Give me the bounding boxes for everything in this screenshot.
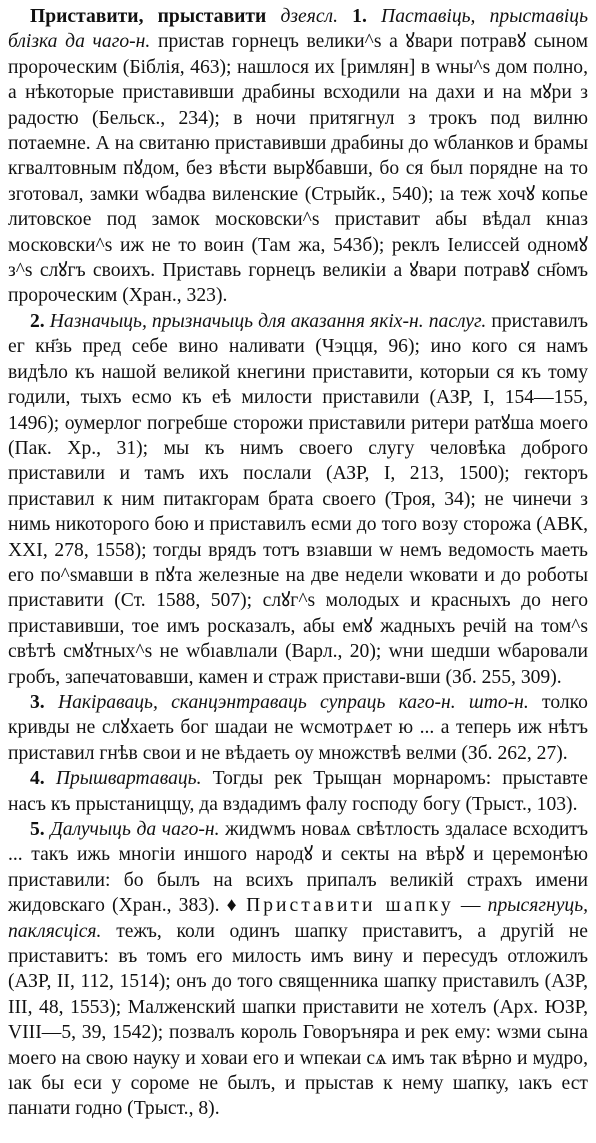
sense-4 <box>8 766 588 817</box>
grammar-label: дзеясл. <box>280 6 338 27</box>
sense-number: 2. <box>30 310 45 332</box>
sense-2 <box>8 309 588 690</box>
idiom-definition: прысягнуць, паклясціся. <box>8 895 589 942</box>
idiom-marker-icon: ♦ <box>226 895 239 917</box>
sense-number: 3. <box>30 691 45 713</box>
sense-definition: Накіраваць, сканцэнтраваць супраць каго-н. што-н. <box>57 691 529 713</box>
sense-citations: Тогды рек Трыщан морнаромъ: прыставте насъ къ прыстаницщу, да вздадимъ фалу господу богу (Трыст., 103). <box>8 768 588 815</box>
sense-number: 1. <box>352 6 367 27</box>
idiom-citations: тежъ, коли одинъ шапку приставитъ, а другій не приставитъ: въ томъ его милость имъ вину и пересудъ отложилъ (АЗР, II, 112, 1514); онъ до того священника шапку приставилъ (АЗР, III, 48, 1553); Малженский шапки приставити не хотелъ (Арх. ЮЗР, VIII—5, 39, 1542); позвалъ король Говоръняра и рек ему: wзми сына моего на свою науку и ховаи его и wпекаи сѧ имъ так вѣрно и мудро, ıак бы еси у сороме не былъ, и прыстав к нему шапку, ıакъ ест панıати годно (Трыст., 8). <box>8 920 588 1120</box>
sense-definition: Прышвартаваць. <box>55 768 202 790</box>
sense-citations: толко кривды не слꙋхаеть бог шадаи не wсмотрѧет ю ... а теперь иж нѣтъ приставил гнѣв свои и не вѣдаеть оу множствѣ велми (Зб. 262, 27). <box>8 691 588 764</box>
idiom-dash: — <box>460 895 481 917</box>
sense-number: 4. <box>30 768 45 790</box>
sense-citations: приставилъ ег кн҃зь пред себе вино наливати (Чэцця, 96); ино кого ся намъ видѣло къ нашой великой кнегини приставити, которыи ся къ тому годили, тыхъ есмо къ еѣ милости приставили (АЗР, I, 154—155, 1496); оумерлог погребше сторожи приставили ритери ратꙋша моего (Пак. Хр., 31); мы къ нимъ своего слугу человѣка доброго приставили и тамъ ихъ послали (АЗР, I, 213, 1500); гекторъ приставил к ним питакгорам брата своего (Троя, 34); не чинечи з нимь никоторого бою и приставилъ есми до того возу сторожа (АВК, XXI, 278, 1558); тогды врядъ тотъ взıавши w немъ ведомость маеть его по^sмавши в пꙋта железные на две недели wковати и до роботы приставити (Ст. 1588, 507); слꙋг^s молодых и красныхъ до него приставивши, тое имъ росказалъ, абы емꙋ жадныхъ речій на том^s свѣтѣ смꙋтных^s не wбıавлıали (Варл., 20); wни шедши wбаровали гробъ, запечатовавши, камен и страж пристави-вши (Зб. 255, 309). <box>8 310 588 688</box>
sense-definition: Далучыць да чаго-н. <box>50 819 220 840</box>
sense-5 <box>8 817 588 1122</box>
sense-definition: Назначыць, прызначыць для аказання якіх-н. паслуг. <box>49 310 487 332</box>
sense-citations: жидwмъ новаѧ свѣтлость здаласе всходитъ ... такъ ижь многіи иншого народꙋ и секты на вѣрꙋ и церемонѣю приставили: бо былъ на всихъ припалъ великій страхъ имени жидовскаго (Хран., 383). <box>8 819 588 917</box>
headword: Приставити, прыставити <box>30 6 267 27</box>
idiom-phrase: Приставити шапку <box>246 895 454 917</box>
dictionary-entry <box>8 4 588 1122</box>
sense-3 <box>8 690 588 766</box>
sense-number: 5. <box>30 819 45 840</box>
sense-definition: Паставіць, прыставіць блізка да чаго-н. <box>8 6 589 53</box>
sense-1 <box>8 4 588 309</box>
sense-citations: пристав горнецъ велики^s а ꙋвари потравꙋ сыном пророческим (Біблія, 463); нашлося их [римлян] в wны^s дом полно, а нѣкоторые приставивши драбины всходили на дахи и на мꙋри з радостю (Бельск., 234); в ночи притягнул з трокъ под вилню потаемне. А на свитаню приставивши драбины до wбланков и брамы кгвалтовным пꙋдом, без вѣсти вырꙋбавши, бо ся был порядне на то зготовал, замки wбадва виленские (Стрыйк., 540); ıа теж хочꙋ копье литовское под замок московски^s приставит абы вѣдал кнıаз московски^s иж не то воин (Там жа, 543б); реклъ Іелиссей одномꙋ з^s слꙋгъ своихъ. Приставь горнецъ великіи а ꙋвари потравꙋ сн҃омъ пророческим (Хран., 323). <box>8 31 588 307</box>
